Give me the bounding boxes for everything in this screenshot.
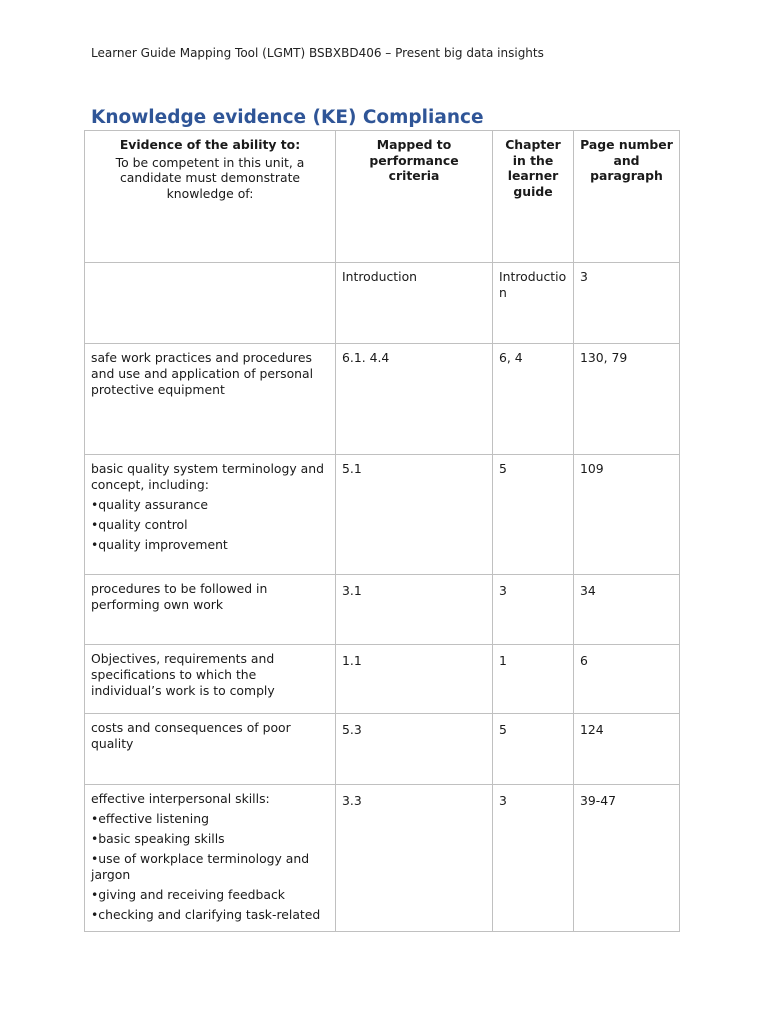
page-text: 109 (580, 461, 604, 476)
bullet-item: •use of workplace terminology and jargon (91, 851, 310, 882)
cell-mapped (336, 714, 493, 785)
page-text: 3 (580, 269, 588, 284)
cell-evidence (85, 455, 336, 575)
cell-chapter (493, 344, 574, 455)
section-title: Knowledge evidence (KE) Compliance (91, 107, 484, 128)
page-text: 34 (580, 583, 596, 598)
evidence-text: Objectives, requirements and specifications to which the individual’s work is to comply (91, 651, 275, 698)
page-text: 39-47 (580, 793, 617, 808)
ke-compliance-table (84, 130, 680, 932)
evidence-text: costs and consequences of poor quality (91, 720, 291, 751)
table-row (85, 344, 680, 455)
table-header-row (85, 131, 680, 263)
cell-mapped (336, 263, 493, 344)
bullet-item: •checking and clarifying task-related (91, 907, 321, 922)
cell-mapped (336, 785, 493, 932)
cell-page (574, 645, 680, 714)
evidence-text: effective interpersonal skills: (91, 791, 270, 806)
cell-chapter (493, 785, 574, 932)
header-chapter: Chapter in the learner guide (493, 131, 574, 263)
cell-evidence (85, 645, 336, 714)
bullet-item: •effective listening (91, 811, 209, 826)
bullet-item: •giving and receiving feedback (91, 887, 285, 902)
cell-mapped (336, 645, 493, 714)
cell-page (574, 344, 680, 455)
page-header: Learner Guide Mapping Tool (LGMT) BSBXBD406 – Present big data insights (91, 46, 544, 60)
page-text: 130, 79 (580, 350, 628, 365)
table-row (85, 263, 680, 344)
header-evidence-subtitle: To be competent in this unit, a candidate must demonstrate knowledge of: (115, 154, 305, 201)
chapter-text: 5 (499, 461, 507, 476)
mapped-text: 3.3 (342, 793, 362, 808)
header-evidence-title: Evidence of the ability to: (119, 137, 301, 152)
bullet-item: •basic speaking skills (91, 831, 225, 846)
mapped-text: 5.1 (342, 461, 362, 476)
table-row (85, 714, 680, 785)
cell-chapter (493, 263, 574, 344)
table-row (85, 645, 680, 714)
header-page: Page number and paragraph (574, 131, 680, 263)
cell-evidence (85, 344, 336, 455)
evidence-text: procedures to be followed in performing own work (91, 581, 268, 612)
mapped-text: 1.1 (342, 653, 362, 668)
evidence-text: safe work practices and procedures and use and application of personal protective equipment (91, 350, 314, 397)
chapter-text: 6, 4 (499, 350, 523, 365)
bullet-item: •quality improvement (91, 537, 228, 552)
cell-page (574, 714, 680, 785)
mapped-text: Introduction (342, 269, 418, 284)
mapped-text: 6.1. 4.4 (342, 350, 390, 365)
page-text: 6 (580, 653, 588, 668)
cell-chapter (493, 455, 574, 575)
cell-chapter (493, 575, 574, 645)
chapter-text: 5 (499, 722, 507, 737)
cell-evidence (85, 575, 336, 645)
bullet-item: •quality assurance (91, 497, 208, 512)
cell-mapped (336, 575, 493, 645)
cell-mapped (336, 455, 493, 575)
mapped-text: 3.1 (342, 583, 362, 598)
table-row (85, 785, 680, 932)
chapter-text: Introduction (499, 269, 567, 300)
table-row (85, 575, 680, 645)
bullet-item: •quality control (91, 517, 188, 532)
chapter-text: 1 (499, 653, 507, 668)
chapter-text: 3 (499, 793, 507, 808)
cell-chapter (493, 714, 574, 785)
header-evidence (85, 131, 336, 263)
cell-page (574, 263, 680, 344)
evidence-text: basic quality system terminology and concept, including: (91, 461, 324, 492)
table-row (85, 455, 680, 575)
chapter-text: 3 (499, 583, 507, 598)
cell-evidence (85, 263, 336, 344)
cell-chapter (493, 645, 574, 714)
cell-page (574, 455, 680, 575)
cell-page (574, 575, 680, 645)
cell-page (574, 785, 680, 932)
mapped-text: 5.3 (342, 722, 362, 737)
cell-mapped (336, 344, 493, 455)
header-mapped: Mapped to performance criteria (336, 131, 493, 263)
cell-evidence (85, 714, 336, 785)
cell-evidence (85, 785, 336, 932)
page-text: 124 (580, 722, 604, 737)
